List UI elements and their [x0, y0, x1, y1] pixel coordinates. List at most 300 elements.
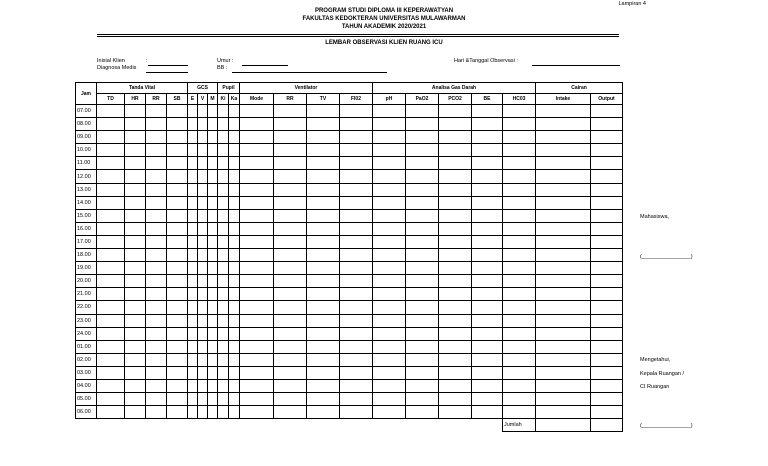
- entry-cell[interactable]: [591, 262, 623, 275]
- entry-cell[interactable]: [340, 105, 373, 118]
- entry-cell[interactable]: [591, 327, 623, 340]
- entry-cell[interactable]: [146, 353, 167, 366]
- entry-cell[interactable]: [472, 105, 503, 118]
- entry-cell[interactable]: [188, 314, 198, 327]
- entry-cell[interactable]: [373, 118, 406, 131]
- entry-cell[interactable]: [240, 131, 274, 144]
- entry-cell[interactable]: [472, 366, 503, 379]
- entry-cell[interactable]: [591, 393, 623, 406]
- entry-cell[interactable]: [536, 406, 591, 419]
- entry-cell[interactable]: [503, 366, 536, 379]
- entry-cell[interactable]: [198, 170, 208, 183]
- entry-cell[interactable]: [240, 262, 274, 275]
- entry-cell[interactable]: [536, 262, 591, 275]
- entry-cell[interactable]: [406, 144, 439, 157]
- entry-cell[interactable]: [439, 340, 472, 353]
- entry-cell[interactable]: [340, 406, 373, 419]
- entry-cell[interactable]: [274, 406, 307, 419]
- entry-cell[interactable]: [146, 288, 167, 301]
- entry-cell[interactable]: [198, 327, 208, 340]
- entry-cell[interactable]: [240, 144, 274, 157]
- entry-cell[interactable]: [373, 379, 406, 392]
- entry-cell[interactable]: [198, 262, 208, 275]
- entry-cell[interactable]: [218, 249, 229, 262]
- entry-cell[interactable]: [373, 301, 406, 314]
- entry-cell[interactable]: [373, 288, 406, 301]
- entry-cell[interactable]: [125, 327, 146, 340]
- entry-cell[interactable]: [439, 249, 472, 262]
- entry-cell[interactable]: [125, 301, 146, 314]
- entry-cell[interactable]: [188, 393, 198, 406]
- entry-cell[interactable]: [307, 262, 340, 275]
- entry-cell[interactable]: [188, 183, 198, 196]
- entry-cell[interactable]: [439, 366, 472, 379]
- entry-cell[interactable]: [125, 222, 146, 235]
- entry-cell[interactable]: [167, 353, 188, 366]
- entry-cell[interactable]: [503, 209, 536, 222]
- entry-cell[interactable]: [97, 222, 125, 235]
- entry-cell[interactable]: [472, 157, 503, 170]
- entry-cell[interactable]: [503, 262, 536, 275]
- entry-cell[interactable]: [198, 379, 208, 392]
- entry-cell[interactable]: [439, 235, 472, 248]
- entry-cell[interactable]: [340, 340, 373, 353]
- entry-cell[interactable]: [97, 327, 125, 340]
- entry-cell[interactable]: [198, 406, 208, 419]
- entry-cell[interactable]: [591, 275, 623, 288]
- entry-cell[interactable]: [439, 170, 472, 183]
- jumlah-output-cell[interactable]: [591, 419, 623, 432]
- entry-cell[interactable]: [307, 406, 340, 419]
- entry-cell[interactable]: [97, 183, 125, 196]
- entry-cell[interactable]: [472, 393, 503, 406]
- entry-cell[interactable]: [307, 327, 340, 340]
- entry-cell[interactable]: [439, 327, 472, 340]
- entry-cell[interactable]: [503, 314, 536, 327]
- entry-cell[interactable]: [340, 249, 373, 262]
- entry-cell[interactable]: [146, 275, 167, 288]
- entry-cell[interactable]: [307, 366, 340, 379]
- entry-cell[interactable]: [340, 196, 373, 209]
- entry-cell[interactable]: [229, 105, 240, 118]
- entry-cell[interactable]: [146, 131, 167, 144]
- entry-cell[interactable]: [406, 222, 439, 235]
- entry-cell[interactable]: [229, 353, 240, 366]
- entry-cell[interactable]: [503, 353, 536, 366]
- entry-cell[interactable]: [274, 235, 307, 248]
- entry-cell[interactable]: [208, 196, 218, 209]
- entry-cell[interactable]: [167, 170, 188, 183]
- entry-cell[interactable]: [340, 327, 373, 340]
- entry-cell[interactable]: [591, 222, 623, 235]
- entry-cell[interactable]: [218, 196, 229, 209]
- entry-cell[interactable]: [229, 196, 240, 209]
- entry-cell[interactable]: [229, 144, 240, 157]
- entry-cell[interactable]: [208, 222, 218, 235]
- entry-cell[interactable]: [218, 209, 229, 222]
- entry-cell[interactable]: [340, 235, 373, 248]
- entry-cell[interactable]: [188, 118, 198, 131]
- entry-cell[interactable]: [406, 406, 439, 419]
- entry-cell[interactable]: [591, 118, 623, 131]
- entry-cell[interactable]: [536, 222, 591, 235]
- entry-cell[interactable]: [406, 105, 439, 118]
- entry-cell[interactable]: [591, 170, 623, 183]
- entry-cell[interactable]: [125, 170, 146, 183]
- entry-cell[interactable]: [167, 144, 188, 157]
- entry-cell[interactable]: [472, 183, 503, 196]
- entry-cell[interactable]: [340, 144, 373, 157]
- entry-cell[interactable]: [229, 366, 240, 379]
- entry-cell[interactable]: [97, 288, 125, 301]
- entry-cell[interactable]: [439, 393, 472, 406]
- entry-cell[interactable]: [240, 157, 274, 170]
- entry-cell[interactable]: [591, 131, 623, 144]
- entry-cell[interactable]: [229, 301, 240, 314]
- entry-cell[interactable]: [591, 314, 623, 327]
- entry-cell[interactable]: [503, 144, 536, 157]
- entry-cell[interactable]: [340, 183, 373, 196]
- entry-cell[interactable]: [503, 235, 536, 248]
- entry-cell[interactable]: [503, 379, 536, 392]
- entry-cell[interactable]: [167, 262, 188, 275]
- entry-cell[interactable]: [503, 288, 536, 301]
- entry-cell[interactable]: [198, 393, 208, 406]
- entry-cell[interactable]: [591, 340, 623, 353]
- entry-cell[interactable]: [373, 327, 406, 340]
- entry-cell[interactable]: [307, 170, 340, 183]
- entry-cell[interactable]: [146, 196, 167, 209]
- entry-cell[interactable]: [472, 379, 503, 392]
- entry-cell[interactable]: [503, 275, 536, 288]
- entry-cell[interactable]: [188, 340, 198, 353]
- entry-cell[interactable]: [591, 157, 623, 170]
- entry-cell[interactable]: [218, 222, 229, 235]
- entry-cell[interactable]: [97, 379, 125, 392]
- entry-cell[interactable]: [208, 209, 218, 222]
- entry-cell[interactable]: [198, 105, 208, 118]
- entry-cell[interactable]: [591, 379, 623, 392]
- entry-cell[interactable]: [167, 314, 188, 327]
- entry-cell[interactable]: [536, 353, 591, 366]
- entry-cell[interactable]: [208, 144, 218, 157]
- entry-cell[interactable]: [536, 183, 591, 196]
- entry-cell[interactable]: [240, 235, 274, 248]
- entry-cell[interactable]: [97, 393, 125, 406]
- entry-cell[interactable]: [208, 131, 218, 144]
- entry-cell[interactable]: [536, 131, 591, 144]
- jumlah-intake-cell[interactable]: [536, 419, 591, 432]
- entry-cell[interactable]: [146, 157, 167, 170]
- entry-cell[interactable]: [167, 366, 188, 379]
- entry-cell[interactable]: [240, 275, 274, 288]
- entry-cell[interactable]: [125, 275, 146, 288]
- entry-cell[interactable]: [240, 183, 274, 196]
- entry-cell[interactable]: [274, 314, 307, 327]
- entry-cell[interactable]: [125, 366, 146, 379]
- entry-cell[interactable]: [307, 183, 340, 196]
- entry-cell[interactable]: [167, 209, 188, 222]
- entry-cell[interactable]: [307, 249, 340, 262]
- entry-cell[interactable]: [208, 157, 218, 170]
- entry-cell[interactable]: [274, 222, 307, 235]
- entry-cell[interactable]: [125, 183, 146, 196]
- entry-cell[interactable]: [591, 301, 623, 314]
- entry-cell[interactable]: [240, 314, 274, 327]
- entry-cell[interactable]: [373, 144, 406, 157]
- entry-cell[interactable]: [439, 288, 472, 301]
- entry-cell[interactable]: [472, 118, 503, 131]
- entry-cell[interactable]: [208, 393, 218, 406]
- entry-cell[interactable]: [503, 393, 536, 406]
- entry-cell[interactable]: [307, 118, 340, 131]
- entry-cell[interactable]: [340, 262, 373, 275]
- entry-cell[interactable]: [472, 288, 503, 301]
- entry-cell[interactable]: [97, 406, 125, 419]
- entry-cell[interactable]: [229, 131, 240, 144]
- entry-cell[interactable]: [97, 118, 125, 131]
- entry-cell[interactable]: [229, 406, 240, 419]
- entry-cell[interactable]: [439, 118, 472, 131]
- entry-cell[interactable]: [439, 262, 472, 275]
- entry-cell[interactable]: [307, 340, 340, 353]
- entry-cell[interactable]: [229, 314, 240, 327]
- entry-cell[interactable]: [188, 235, 198, 248]
- entry-cell[interactable]: [188, 209, 198, 222]
- entry-cell[interactable]: [274, 183, 307, 196]
- entry-cell[interactable]: [472, 340, 503, 353]
- entry-cell[interactable]: [439, 301, 472, 314]
- entry-cell[interactable]: [472, 406, 503, 419]
- entry-cell[interactable]: [208, 301, 218, 314]
- entry-cell[interactable]: [229, 209, 240, 222]
- entry-cell[interactable]: [536, 288, 591, 301]
- entry-cell[interactable]: [146, 144, 167, 157]
- entry-cell[interactable]: [125, 314, 146, 327]
- entry-cell[interactable]: [373, 406, 406, 419]
- entry-cell[interactable]: [167, 288, 188, 301]
- entry-cell[interactable]: [97, 170, 125, 183]
- entry-cell[interactable]: [406, 209, 439, 222]
- entry-cell[interactable]: [198, 275, 208, 288]
- entry-cell[interactable]: [146, 170, 167, 183]
- entry-cell[interactable]: [188, 196, 198, 209]
- entry-cell[interactable]: [125, 353, 146, 366]
- entry-cell[interactable]: [406, 327, 439, 340]
- entry-cell[interactable]: [198, 131, 208, 144]
- entry-cell[interactable]: [274, 157, 307, 170]
- entry-cell[interactable]: [536, 275, 591, 288]
- entry-cell[interactable]: [439, 157, 472, 170]
- entry-cell[interactable]: [307, 157, 340, 170]
- entry-cell[interactable]: [373, 183, 406, 196]
- entry-cell[interactable]: [167, 222, 188, 235]
- entry-cell[interactable]: [406, 366, 439, 379]
- entry-cell[interactable]: [146, 340, 167, 353]
- entry-cell[interactable]: [536, 327, 591, 340]
- entry-cell[interactable]: [188, 105, 198, 118]
- entry-cell[interactable]: [274, 366, 307, 379]
- entry-cell[interactable]: [229, 262, 240, 275]
- entry-cell[interactable]: [188, 275, 198, 288]
- entry-cell[interactable]: [167, 183, 188, 196]
- entry-cell[interactable]: [188, 327, 198, 340]
- entry-cell[interactable]: [198, 183, 208, 196]
- entry-cell[interactable]: [274, 118, 307, 131]
- entry-cell[interactable]: [373, 275, 406, 288]
- entry-cell[interactable]: [240, 170, 274, 183]
- entry-cell[interactable]: [373, 235, 406, 248]
- entry-cell[interactable]: [536, 340, 591, 353]
- entry-cell[interactable]: [125, 131, 146, 144]
- entry-cell[interactable]: [536, 118, 591, 131]
- entry-cell[interactable]: [406, 235, 439, 248]
- entry-cell[interactable]: [503, 196, 536, 209]
- entry-cell[interactable]: [218, 170, 229, 183]
- entry-cell[interactable]: [274, 131, 307, 144]
- entry-cell[interactable]: [240, 196, 274, 209]
- entry-cell[interactable]: [591, 406, 623, 419]
- entry-cell[interactable]: [167, 118, 188, 131]
- entry-cell[interactable]: [125, 393, 146, 406]
- entry-cell[interactable]: [167, 157, 188, 170]
- entry-cell[interactable]: [274, 288, 307, 301]
- entry-cell[interactable]: [373, 196, 406, 209]
- entry-cell[interactable]: [125, 118, 146, 131]
- entry-cell[interactable]: [208, 327, 218, 340]
- entry-cell[interactable]: [240, 288, 274, 301]
- entry-cell[interactable]: [198, 340, 208, 353]
- entry-cell[interactable]: [406, 196, 439, 209]
- entry-cell[interactable]: [274, 249, 307, 262]
- entry-cell[interactable]: [340, 366, 373, 379]
- entry-cell[interactable]: [188, 157, 198, 170]
- entry-cell[interactable]: [373, 170, 406, 183]
- entry-cell[interactable]: [472, 301, 503, 314]
- entry-cell[interactable]: [218, 366, 229, 379]
- entry-cell[interactable]: [218, 301, 229, 314]
- entry-cell[interactable]: [218, 314, 229, 327]
- entry-cell[interactable]: [198, 353, 208, 366]
- entry-cell[interactable]: [591, 288, 623, 301]
- entry-cell[interactable]: [472, 144, 503, 157]
- entry-cell[interactable]: [97, 262, 125, 275]
- entry-cell[interactable]: [439, 379, 472, 392]
- entry-cell[interactable]: [125, 288, 146, 301]
- entry-cell[interactable]: [208, 170, 218, 183]
- entry-cell[interactable]: [240, 393, 274, 406]
- entry-cell[interactable]: [373, 262, 406, 275]
- entry-cell[interactable]: [198, 288, 208, 301]
- entry-cell[interactable]: [340, 393, 373, 406]
- entry-cell[interactable]: [198, 118, 208, 131]
- entry-cell[interactable]: [240, 105, 274, 118]
- entry-cell[interactable]: [208, 406, 218, 419]
- entry-cell[interactable]: [591, 235, 623, 248]
- entry-cell[interactable]: [218, 353, 229, 366]
- entry-cell[interactable]: [503, 118, 536, 131]
- entry-cell[interactable]: [536, 196, 591, 209]
- entry-cell[interactable]: [146, 118, 167, 131]
- entry-cell[interactable]: [536, 249, 591, 262]
- entry-cell[interactable]: [472, 314, 503, 327]
- entry-cell[interactable]: [146, 262, 167, 275]
- entry-cell[interactable]: [218, 262, 229, 275]
- entry-cell[interactable]: [307, 105, 340, 118]
- entry-cell[interactable]: [406, 353, 439, 366]
- entry-cell[interactable]: [167, 327, 188, 340]
- entry-cell[interactable]: [439, 406, 472, 419]
- entry-cell[interactable]: [229, 183, 240, 196]
- entry-cell[interactable]: [125, 157, 146, 170]
- entry-cell[interactable]: [591, 105, 623, 118]
- entry-cell[interactable]: [188, 249, 198, 262]
- entry-cell[interactable]: [472, 262, 503, 275]
- entry-cell[interactable]: [146, 406, 167, 419]
- entry-cell[interactable]: [208, 366, 218, 379]
- entry-cell[interactable]: [188, 288, 198, 301]
- entry-cell[interactable]: [503, 327, 536, 340]
- entry-cell[interactable]: [97, 275, 125, 288]
- entry-cell[interactable]: [208, 118, 218, 131]
- entry-cell[interactable]: [240, 222, 274, 235]
- entry-cell[interactable]: [503, 340, 536, 353]
- entry-cell[interactable]: [198, 301, 208, 314]
- entry-cell[interactable]: [218, 157, 229, 170]
- entry-cell[interactable]: [472, 353, 503, 366]
- entry-cell[interactable]: [373, 249, 406, 262]
- entry-cell[interactable]: [229, 170, 240, 183]
- entry-cell[interactable]: [373, 340, 406, 353]
- entry-cell[interactable]: [503, 249, 536, 262]
- entry-cell[interactable]: [218, 288, 229, 301]
- entry-cell[interactable]: [373, 353, 406, 366]
- entry-cell[interactable]: [591, 209, 623, 222]
- entry-cell[interactable]: [406, 288, 439, 301]
- entry-cell[interactable]: [591, 353, 623, 366]
- entry-cell[interactable]: [208, 235, 218, 248]
- entry-cell[interactable]: [373, 209, 406, 222]
- entry-cell[interactable]: [146, 379, 167, 392]
- entry-cell[interactable]: [340, 118, 373, 131]
- entry-cell[interactable]: [591, 144, 623, 157]
- entry-cell[interactable]: [97, 144, 125, 157]
- entry-cell[interactable]: [307, 379, 340, 392]
- entry-cell[interactable]: [472, 235, 503, 248]
- entry-cell[interactable]: [167, 406, 188, 419]
- entry-cell[interactable]: [307, 131, 340, 144]
- entry-cell[interactable]: [503, 157, 536, 170]
- entry-cell[interactable]: [274, 170, 307, 183]
- entry-cell[interactable]: [146, 235, 167, 248]
- entry-cell[interactable]: [97, 340, 125, 353]
- entry-cell[interactable]: [188, 262, 198, 275]
- entry-cell[interactable]: [240, 366, 274, 379]
- entry-cell[interactable]: [208, 288, 218, 301]
- entry-cell[interactable]: [240, 301, 274, 314]
- entry-cell[interactable]: [208, 379, 218, 392]
- entry-cell[interactable]: [503, 131, 536, 144]
- entry-cell[interactable]: [146, 314, 167, 327]
- entry-cell[interactable]: [188, 406, 198, 419]
- entry-cell[interactable]: [274, 379, 307, 392]
- entry-cell[interactable]: [97, 249, 125, 262]
- entry-cell[interactable]: [340, 209, 373, 222]
- entry-cell[interactable]: [218, 118, 229, 131]
- entry-cell[interactable]: [125, 262, 146, 275]
- entry-cell[interactable]: [373, 222, 406, 235]
- entry-cell[interactable]: [218, 105, 229, 118]
